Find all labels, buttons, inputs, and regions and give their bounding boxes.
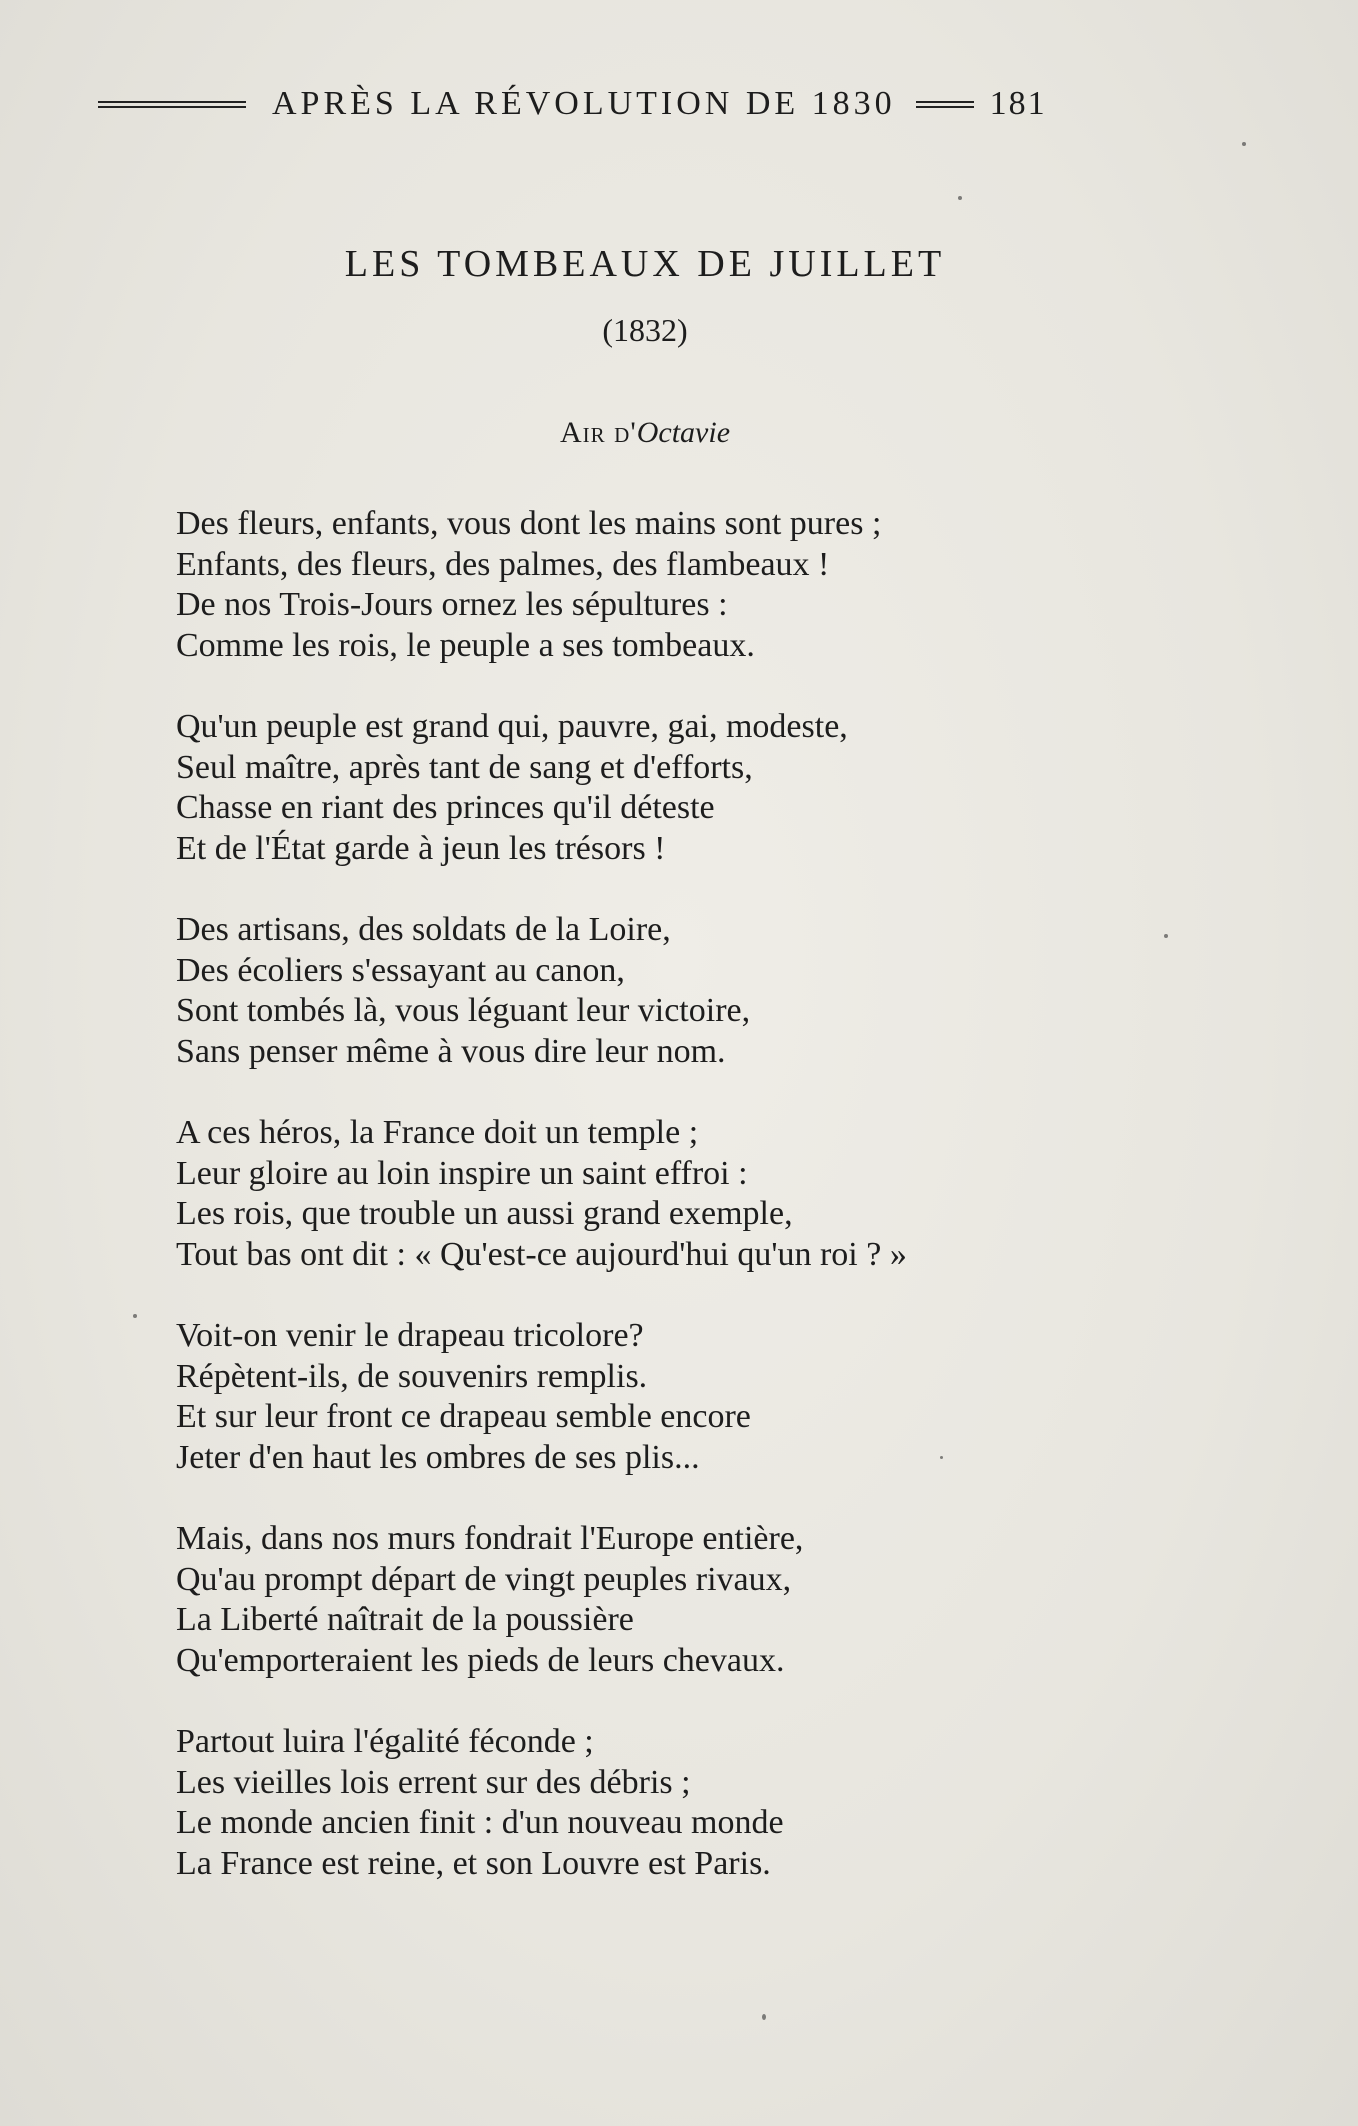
stanza-5	[176, 1316, 1176, 1478]
stanza-4	[176, 1113, 1176, 1275]
verse-line: Qu'au prompt départ de vingt peuples rivaux,	[176, 1560, 792, 1598]
paper-speck	[133, 1314, 137, 1318]
poem-year: (1832)	[602, 312, 688, 348]
verse-line: Tout bas ont dit : « Qu'est-ce aujourd'hui qu'un roi ? »	[176, 1235, 907, 1273]
stanza-3	[176, 910, 1176, 1072]
paper-speck	[1164, 934, 1168, 938]
air-tune: Octavie	[636, 416, 731, 449]
running-header	[98, 78, 1190, 130]
verse-line: Seul maître, après tant de sang et d'efforts,	[176, 748, 753, 786]
poem-air	[0, 416, 1290, 450]
verse-line: Leur gloire au loin inspire un saint effroi :	[176, 1154, 748, 1192]
verse-line: Mais, dans nos murs fondrait l'Europe entière,	[176, 1520, 804, 1557]
verse-line: La Liberté naîtrait de la poussière	[176, 1601, 634, 1638]
stanza-6	[176, 1519, 1176, 1681]
paper-speck	[762, 2014, 766, 2020]
verse-line: Le monde ancien finit : d'un nouveau monde	[176, 1804, 784, 1841]
verse-line: Qu'emporteraient les pieds de leurs chevaux.	[176, 1641, 785, 1679]
verse-line: Sont tombés là, vous léguant leur victoire,	[176, 992, 751, 1029]
stanza-2	[176, 707, 1176, 869]
paper-speck	[940, 1456, 943, 1459]
verse-line: Des artisans, des soldats de la Loire,	[176, 911, 671, 948]
verse-line: Qu'un peuple est grand qui, pauvre, gai, modeste,	[176, 708, 848, 745]
header-rule-left	[98, 101, 246, 108]
verse-line: Et sur leur front ce drapeau semble encore	[176, 1398, 751, 1435]
poem-body	[176, 504, 1176, 1925]
stanza-1	[176, 504, 1176, 666]
header-rule-right	[916, 101, 974, 108]
stanza-7	[176, 1722, 1176, 1884]
paper-speck	[1242, 142, 1246, 146]
air-label: Air d'	[559, 416, 637, 449]
verse-line: Jeter d'en haut les ombres de ses plis...	[176, 1438, 700, 1476]
verse-line: Partout luira l'égalité féconde ;	[176, 1723, 594, 1760]
verse-line: Les vieilles lois errent sur des débris ;	[176, 1763, 691, 1801]
running-title: APRÈS LA RÉVOLUTION DE 1830	[272, 85, 896, 122]
verse-line: Des écoliers s'essayant au canon,	[176, 951, 625, 989]
verse-line: Répètent-ils, de souvenirs remplis.	[176, 1357, 648, 1395]
verse-line: La France est reine, et son Louvre est Paris.	[176, 1844, 771, 1882]
page-number: 181	[989, 85, 1047, 122]
verse-line: A ces héros, la France doit un temple ;	[176, 1114, 699, 1151]
verse-line: Sans penser même à vous dire leur nom.	[176, 1032, 726, 1070]
poem-title: LES TOMBEAUX DE JUILLET	[344, 243, 946, 285]
verse-line: Chasse en riant des princes qu'il déteste	[176, 789, 715, 826]
verse-line: Des fleurs, enfants, vous dont les mains sont pures ;	[176, 505, 882, 542]
verse-line: Et de l'État garde à jeun les trésors !	[176, 829, 666, 867]
verse-line: Voit-on venir le drapeau tricolore?	[176, 1317, 644, 1354]
verse-line: Enfants, des fleurs, des palmes, des flambeaux !	[176, 545, 830, 583]
paper-speck	[958, 196, 962, 200]
verse-line: Les rois, que trouble un aussi grand exemple,	[176, 1195, 793, 1232]
verse-line: De nos Trois-Jours ornez les sépultures :	[176, 586, 728, 623]
verse-line: Comme les rois, le peuple a ses tombeaux.	[176, 626, 755, 664]
